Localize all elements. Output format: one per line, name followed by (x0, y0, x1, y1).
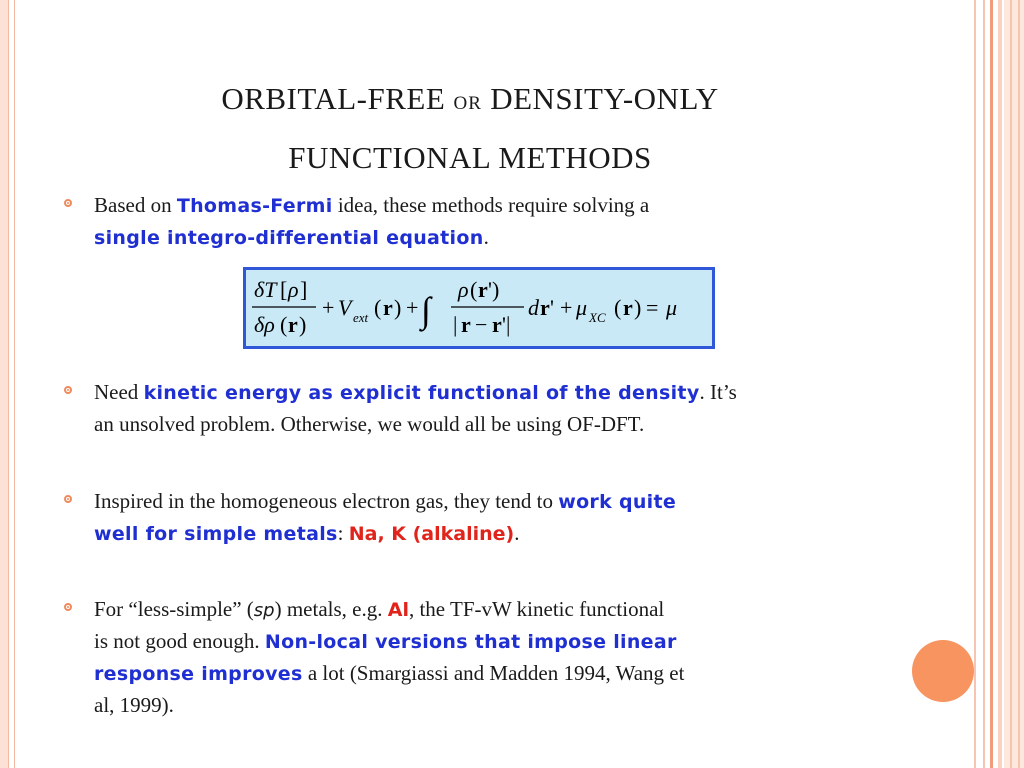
bullet-text: , the TF-vW kinetic functional (408, 597, 665, 621)
svg-text:∫: ∫ (421, 290, 431, 330)
bullet-text: ) metals, e.g. (274, 597, 388, 621)
svg-text:μ: μ (576, 295, 588, 320)
equation-box (243, 267, 715, 349)
svg-text:(: ( (280, 312, 288, 337)
right-border-stripe (990, 0, 993, 768)
bullet-text: : (337, 521, 349, 545)
svg-text:r: r (478, 277, 488, 302)
svg-text:'|: '| (502, 312, 511, 337)
bullet-marker-icon (64, 386, 72, 394)
right-border-stripe (1010, 0, 1012, 768)
right-border-stripe (998, 0, 1002, 768)
title-line-1 (120, 72, 820, 131)
bullet-marker-icon (64, 199, 72, 207)
svg-text:−: − (475, 312, 488, 337)
right-border-stripe (974, 0, 976, 768)
equation-formula (246, 270, 712, 346)
svg-text:r: r (623, 295, 633, 320)
svg-text:r: r (461, 312, 471, 337)
right-border-stripe (983, 0, 985, 768)
svg-text:|: | (453, 312, 458, 337)
svg-text:=: = (646, 295, 659, 320)
svg-text:]: ] (300, 277, 308, 302)
svg-text:r: r (540, 295, 550, 320)
title-line-2: FUNCTIONAL METHODS (288, 140, 652, 175)
svg-text:(: ( (374, 295, 382, 320)
bullet-text: a lot (Smargiassi and Madden 1994, Wang et (302, 661, 685, 685)
svg-text:ρ: ρ (288, 277, 299, 302)
bullet-text: al, 1999). (94, 693, 174, 717)
highlight-blue: well for simple metals (94, 523, 338, 545)
svg-text:[: [ (280, 277, 288, 302)
svg-text:δT: δT (254, 277, 277, 302)
svg-text:(: ( (614, 295, 622, 320)
svg-text:r: r (383, 295, 393, 320)
title-part-1: ORBITAL-FREE (221, 81, 446, 116)
highlight-blue: kinetic energy as explicit functional of the density (143, 382, 700, 404)
bullet-text: Inspired in the homogeneous electron gas, they tend to (94, 489, 559, 513)
bullet-text: . It’s (699, 380, 737, 404)
svg-text:): ) (394, 295, 402, 320)
bullet-text: Need (94, 380, 144, 404)
svg-text:r: r (492, 312, 502, 337)
bullet-item-1 (94, 190, 904, 254)
bullet-item-2 (94, 377, 904, 440)
right-border-stripe (1018, 0, 1020, 768)
svg-text:(: ( (470, 277, 478, 302)
title-part-2: DENSITY-ONLY (490, 81, 719, 116)
title-connector: OR (453, 93, 482, 114)
bullet-text: . (514, 521, 520, 545)
svg-text:XC: XC (589, 310, 606, 325)
highlight-red: Na, K (alkaline) (348, 523, 515, 545)
bullet-text: Based on (94, 193, 177, 217)
bullet-text-italic: sp (253, 600, 275, 621)
highlight-blue: response improves (94, 663, 303, 685)
bullet-text: is not good enough. (94, 629, 265, 653)
highlight-red: Al (387, 599, 409, 621)
svg-text:δρ: δρ (254, 312, 275, 337)
svg-text:+: + (406, 295, 419, 320)
svg-text:+: + (560, 295, 573, 320)
decorative-circle (912, 640, 974, 702)
slide-title (120, 72, 820, 185)
highlight-blue: work quite (558, 491, 677, 513)
svg-text:d: d (528, 295, 539, 320)
bullet-text: an unsolved problem. Otherwise, we would all be using OF-DFT. (94, 412, 645, 436)
highlight-blue: Thomas-Fermi (176, 195, 333, 217)
svg-text:V: V (338, 295, 352, 320)
bullet-text: . (483, 225, 489, 249)
right-border-stripe (1004, 0, 1024, 768)
svg-text:): ) (634, 295, 642, 320)
svg-text:ρ: ρ (458, 277, 469, 302)
bullet-text: For “less-simple” ( (94, 597, 254, 621)
bullet-text: idea, these methods require solving a (332, 193, 650, 217)
left-border-decoration (0, 0, 9, 768)
bullet-marker-icon (64, 495, 72, 503)
left-border-line (14, 0, 15, 768)
bullet-item-3 (94, 486, 904, 550)
bullet-marker-icon (64, 603, 72, 611)
svg-text:): ) (299, 312, 307, 337)
svg-text:ext: ext (353, 310, 369, 325)
svg-text:+: + (322, 295, 335, 320)
highlight-blue: single integro-differential equation (94, 227, 484, 249)
svg-text:': ' (550, 295, 554, 320)
svg-text:r: r (288, 312, 298, 337)
highlight-blue: Non-local versions that impose linear (264, 631, 677, 653)
bullet-item-4 (94, 594, 904, 721)
svg-text:μ: μ (666, 295, 678, 320)
svg-text:'): ') (488, 277, 500, 302)
